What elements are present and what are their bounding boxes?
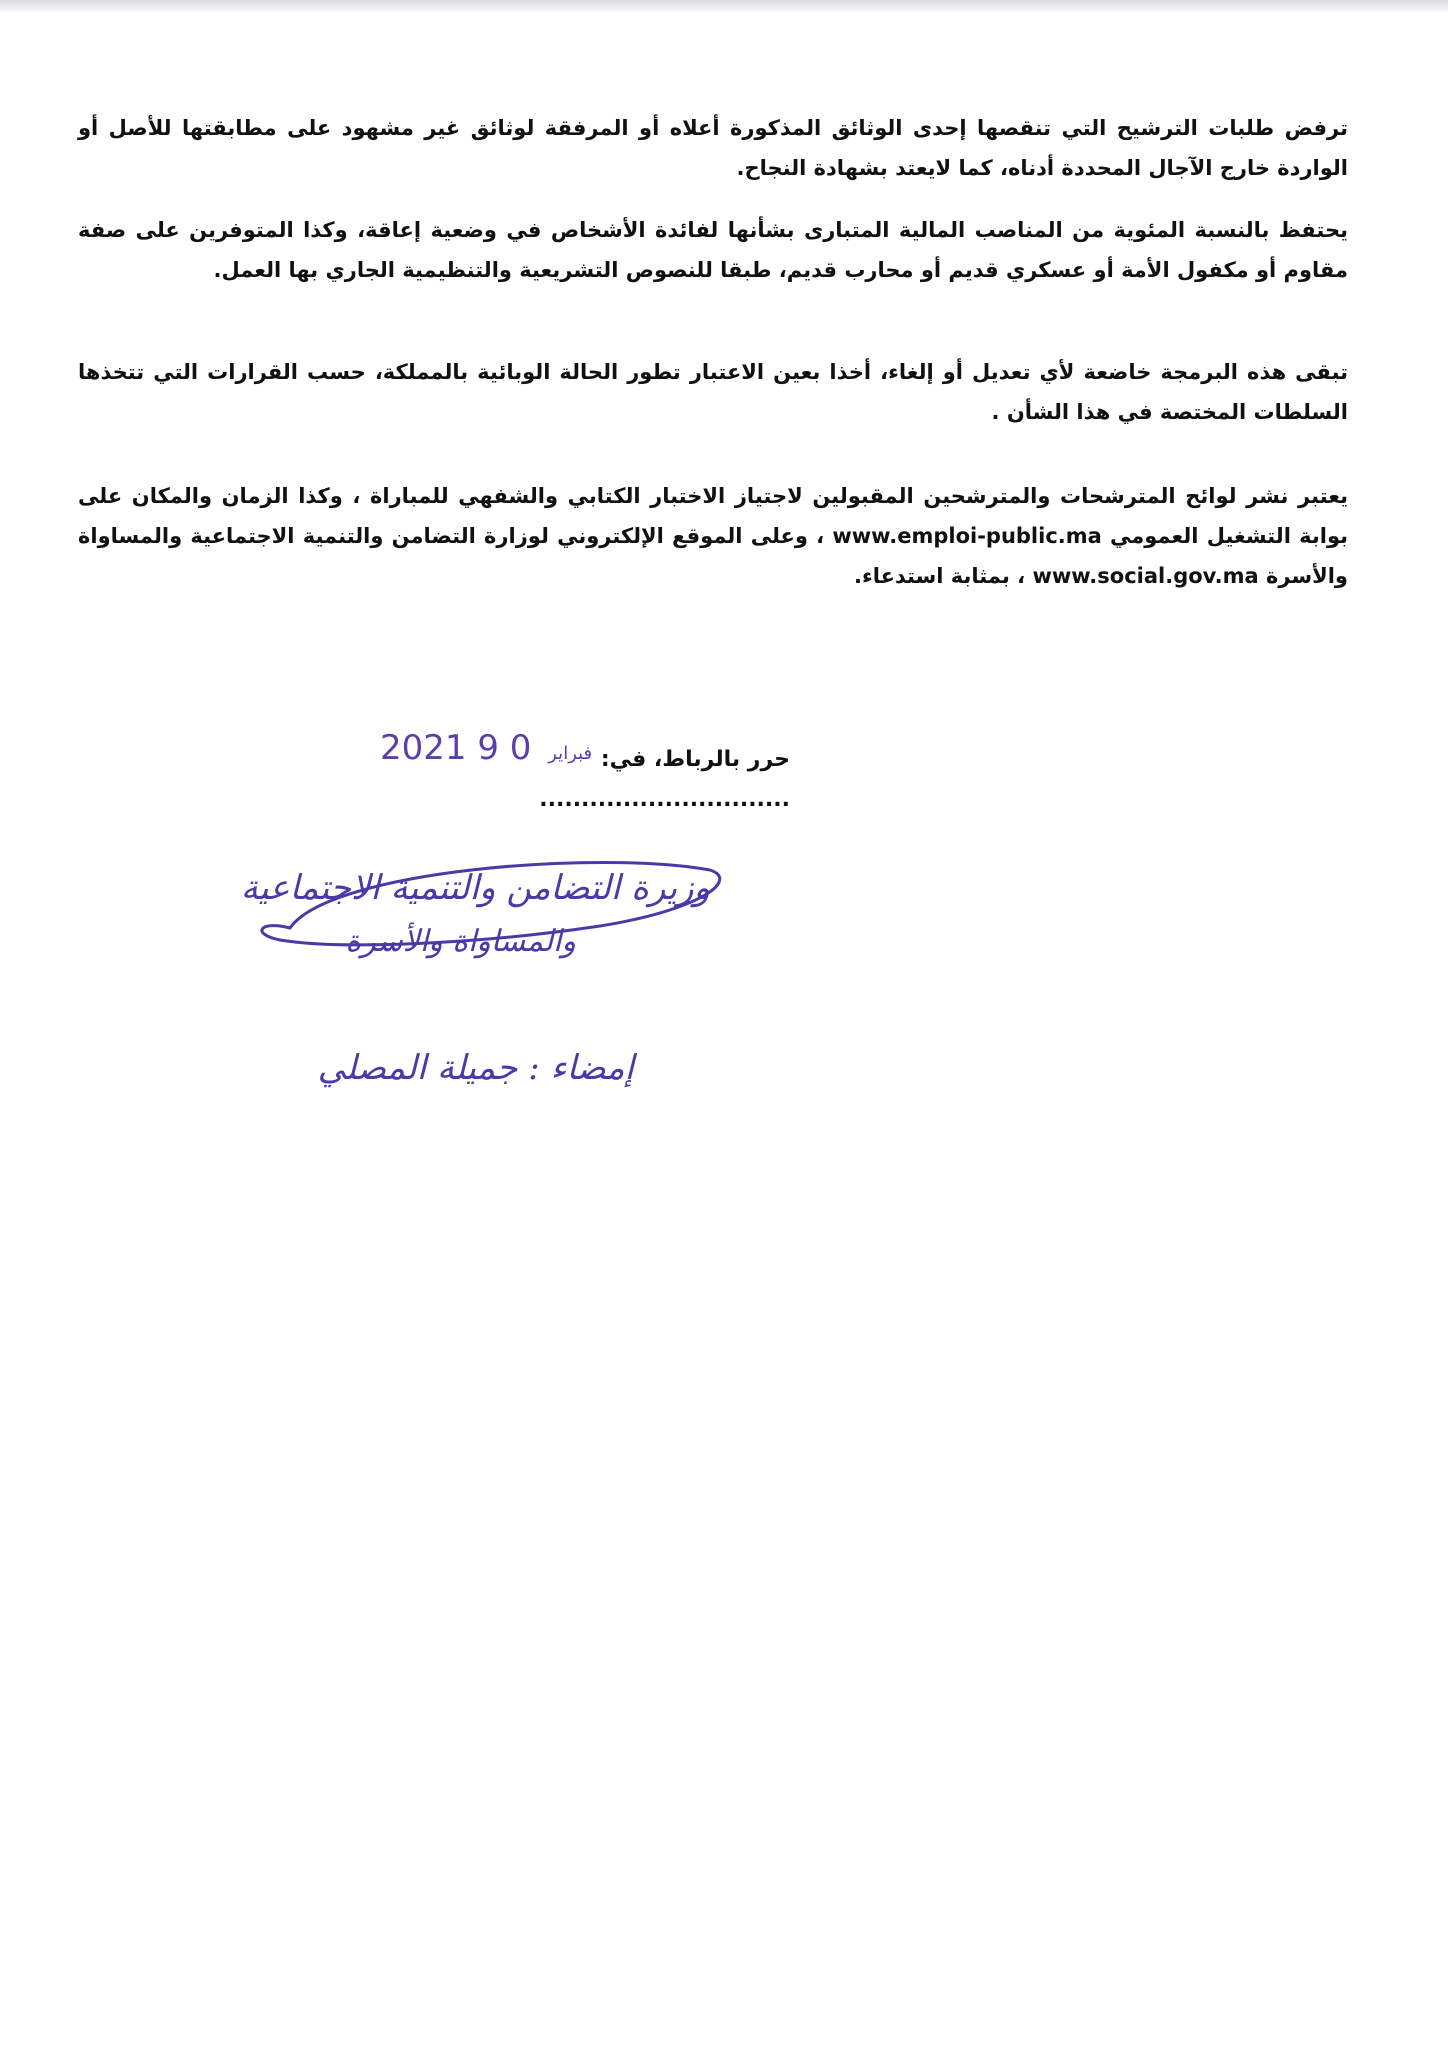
scan-top-edge (0, 0, 1448, 14)
stamp-line-ministry: والمساواة والأسرة (345, 924, 576, 959)
paragraph-rejection-conditions: ترفض طلبات الترشيح التي تنقصها إحدى الوثائق المذكورة أعلاه أو المرفقة لوثائق غير مشهود على مطابقتها للأصل أو الواردة خارج الآجال المحددة أدناه، كما لايعتد بشهادة النجاح. (78, 116, 1348, 180)
date-year: 2021 (380, 728, 467, 768)
date-month: فبراير (548, 743, 593, 764)
paragraph-publication-notice (78, 476, 1348, 596)
publication-text-middle: ، وعلى الموقع الإلكتروني لوزارة التضامن والتنمية الاجتماعية والمساواة والأسرة (78, 524, 1348, 588)
paragraph-reserved-quota: يحتفظ بالنسبة المئوية من المناصب المالية المتبارى بشأنها لفائدة الأشخاص في وضعية إعاقة، وكذا المتوفرين على صفة مقاوم أو مكفول الأمة أو عسكري قديم أو محارب قديم، طبقا للنصوص التشريعية والتنظيمية الجاري بها العمل. (78, 218, 1348, 282)
date-day: 0 9 (477, 728, 532, 768)
handwritten-date (380, 728, 598, 768)
emploi-public-link[interactable]: www.emploi-public.ma (832, 524, 1102, 548)
place-date-line: حرر بالرباط، في: .............................. (539, 747, 790, 812)
stamp-oval-icon (180, 840, 740, 980)
publication-text-end: ، بمثابة استدعاء. (853, 564, 1026, 588)
publication-text-start: يعتبر نشر لوائح المترشحات والمترشحين المقبولين لاجتياز الاختبار الكتابي والشفهي للمباراة ، وكذا الزمان والمكان على بوابة التشغيل العمومي (78, 484, 1348, 548)
paragraph-schedule-modification: تبقى هذه البرمجة خاضعة لأي تعديل أو إلغاء، أخذا بعين الاعتبار تطور الحالة الوبائية بالمملكة، حسب القرارات التي تتخذها السلطات المختصة في هذا الشأن . (78, 360, 1348, 424)
signature: إمضاء : جميلة المصلي (317, 1048, 634, 1088)
social-gov-link[interactable]: www.social.gov.ma (1032, 564, 1259, 588)
stamp-line-minister: وزيرة التضامن والتنمية الاجتماعية (240, 868, 710, 908)
